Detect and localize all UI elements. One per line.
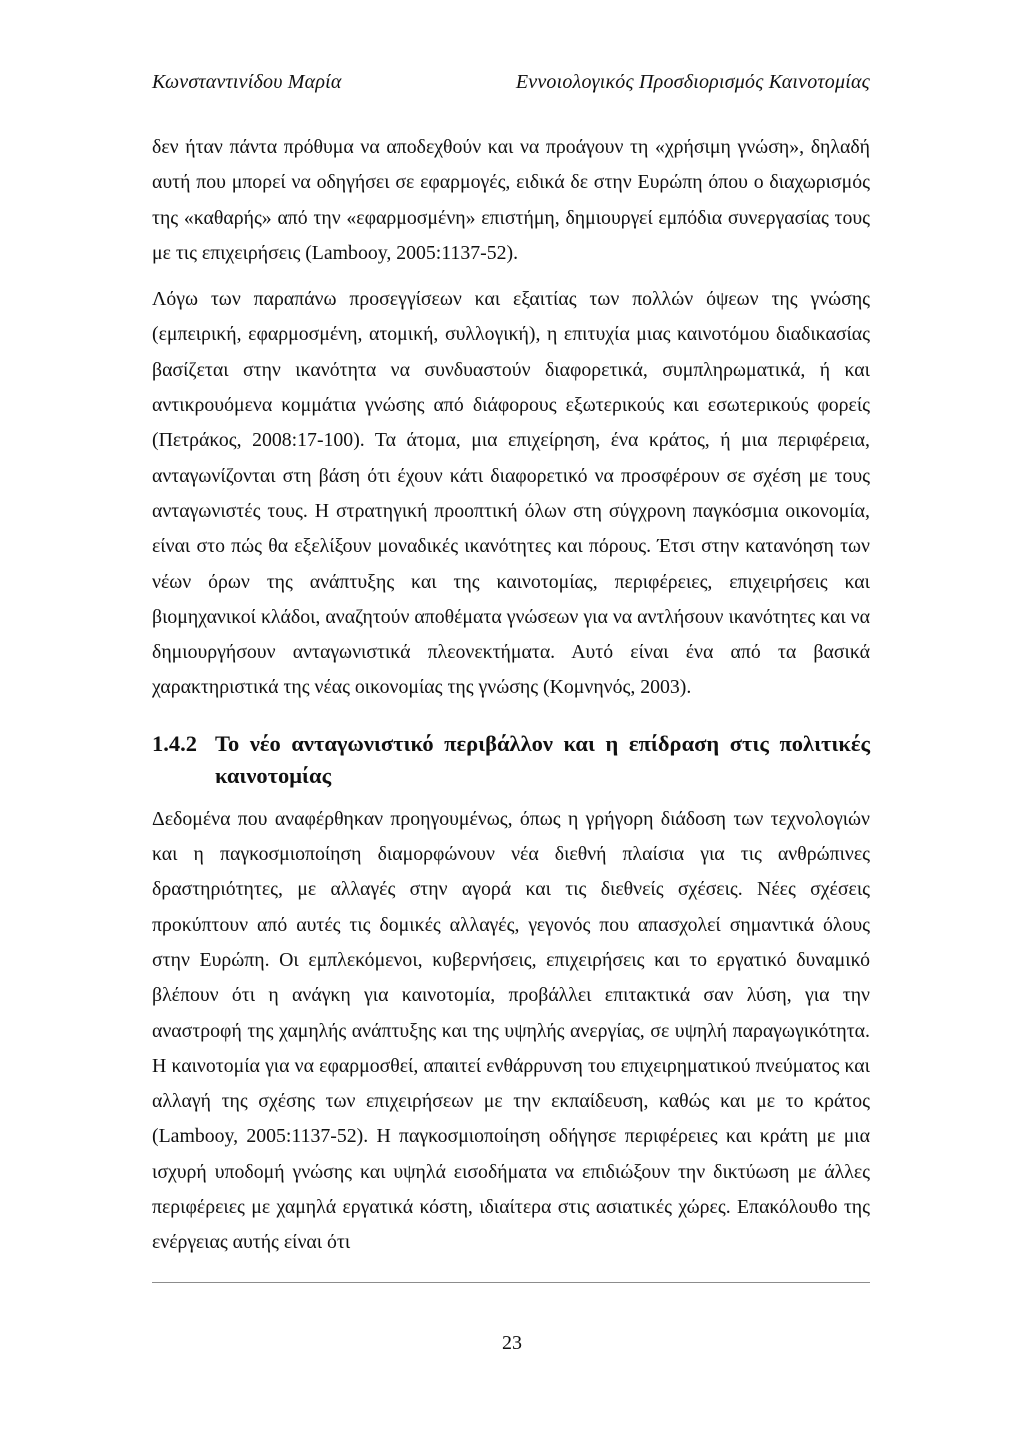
header-chapter-title: Εννοιολογικός Προσδιορισμός Καινοτομίας: [515, 71, 870, 93]
header-author: Κωνσταντινίδου Μαρία: [152, 71, 342, 93]
section-paragraph: Δεδομένα που αναφέρθηκαν προηγουμένως, όπως η γρήγορη διάδοση των τεχνολογιών και η παγκοσμιοποίηση διαμορφώνουν νέα διεθνή πλαίσια για τις ανθρώπινες δραστηριότητες, με αλλαγές στην αγορά και τις διεθνείς σχέσεις. Νέες σχέσεις προκύπτουν από αυτές τις δομικές αλλαγές, γεγονός που απασχολεί σημαντικά όλους στην Ευρώπη. Οι εμπλεκόμενοι, κυβερνήσεις, επιχειρήσεις και το εργατικό δυναμικό βλέπουν ότι η ανάγκη για καινοτομία, προβάλλει επιτακτικά σαν λύση, για την αναστροφή της χαμηλής ανάπτυξης και της υψηλής ανεργίας, σε υψηλή παραγωγικότητα. Η καινοτομία για να εφαρμοσθεί, απαιτεί ενθάρρυνση του επιχειρηματικού πνεύματος και αλλαγή της σχέσης των επιχειρήσεων με την εκπαίδευση, καθώς και με το κράτος (Lambooy, 2005:1137-52). Η παγκοσμιοποίηση οδήγησε περιφέρειες και κράτη με μια ισχυρή υποδομή γνώσης και υψηλά εισοδήματα να επιδιώξουν την δικτύωση με άλλες περιφέρειες με χαμηλά εργατικά κόστη, ιδιαίτερα στις ασιατικές χώρες. Επακόλουθο της ενέργειας αυτής είναι ότι: [152, 807, 870, 1254]
section-title: Το νέο ανταγωνιστικό περιβάλλον και η επίδραση στις πολιτικές καινοτομίας: [215, 730, 870, 788]
paragraph-continued: δεν ήταν πάντα πρόθυμα να αποδεχθούν και να προάγουν τη «χρήσιμη γνώση», δηλαδή αυτή που μπορεί να οδηγήσει σε εφαρμογές, ειδικά δε στην Ευρώπη όπου ο διαχωρισμός της «καθαρής» από την «εφαρμοσμένη» επιστήμη, δημιουργεί εμπόδια συνεργασίας τους με τις επιχειρήσεις (Lambooy, 2005:1137-52).: [152, 136, 870, 264]
section-number: 1.4.2: [152, 730, 197, 756]
page-number: 23: [502, 1332, 522, 1354]
section-heading: [152, 728, 870, 792]
running-header: [152, 70, 870, 94]
paragraph-knowledge-combination: Λόγω των παραπάνω προσεγγίσεων και εξαιτίας των πολλών όψεων της γνώσης (εμπειρική, εφαρμοσμένη, ατομική, συλλογική), η επιτυχία μιας καινοτόμου διαδικασίας βασίζεται στην ικανότητα να συνδυαστούν διαφορετικά, συμπληρωματικά, ή και αντικρουόμενα κομμάτια γνώσης από διάφορους εξωτερικούς και εσωτερικούς φορείς (Πετράκος, 2008:17-100). Τα άτομα, μια επιχείρηση, ένα κράτος, ή μια περιφέρεια, ανταγωνίζονται στη βάση ότι έχουν κάτι διαφορετικό να προσφέρουν σε σχέση με τους ανταγωνιστές τους. Η στρατηγική προοπτική όλων στη σύγχρονη παγκόσμια οικονομία, είναι στο πώς θα εξελίξουν μοναδικές ικανότητες και πόρους. Έτσι στην κατανόηση των νέων όρων της ανάπτυξης και της καινοτομίας, περιφέρειες, επιχειρήσεις και βιομηχανικοί κλάδοι, αναζητούν αποθέματα γνώσεων για να αντλήσουν ικανότητες και να δημιουργήσουν ανταγωνιστικά πλεονεκτήματα. Αυτό είναι ένα από τα βασικά χαρακτηριστικά της νέας οικονομίας της γνώσης (Κομνηνός, 2003).: [152, 288, 870, 699]
page-body: [152, 130, 870, 1261]
footer-divider: [152, 1282, 870, 1283]
